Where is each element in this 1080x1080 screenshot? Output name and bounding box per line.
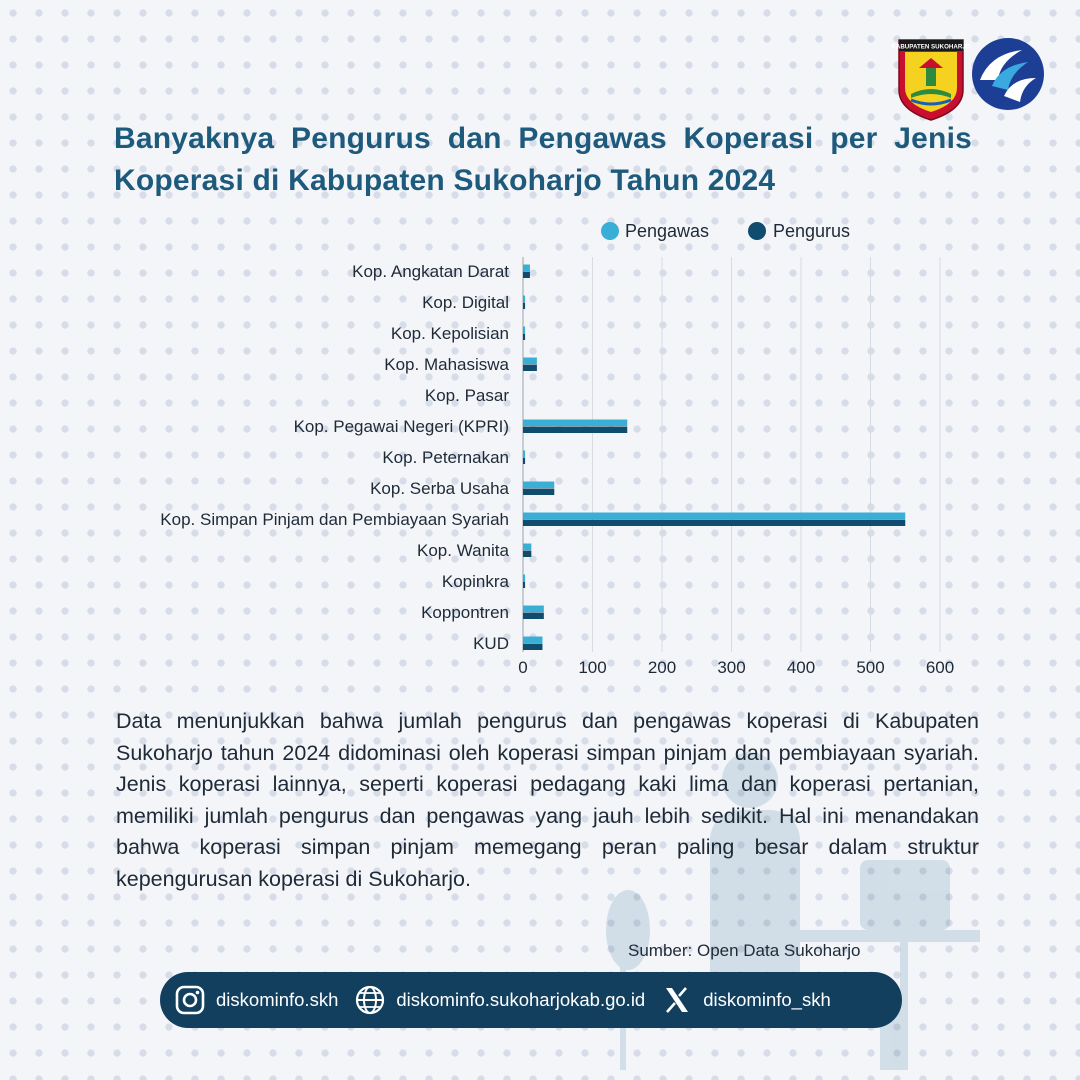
chart-legend bbox=[601, 221, 850, 241]
legend-label-pengurus: Pengurus bbox=[773, 221, 851, 241]
bar-pengurus bbox=[523, 613, 544, 620]
chart-category-labels bbox=[160, 262, 509, 653]
instagram-icon bbox=[174, 984, 206, 1016]
logo-label: KABUPATEN SUKOHARJO bbox=[891, 43, 971, 51]
legend-label-pengawas: Pengawas bbox=[625, 221, 710, 241]
x-tick-label: 0 bbox=[518, 658, 528, 677]
instagram-link[interactable] bbox=[174, 984, 338, 1016]
bar-pengawas bbox=[523, 358, 537, 365]
x-tick-label: 100 bbox=[578, 658, 607, 677]
category-label: Kop. Pasar bbox=[424, 386, 509, 405]
bar-pengawas bbox=[523, 482, 554, 489]
x-tick-label: 200 bbox=[647, 658, 677, 677]
legend-marker-pengawas bbox=[601, 222, 619, 240]
instagram-handle: diskominfo.skh bbox=[216, 989, 339, 1010]
bar-pengurus bbox=[523, 272, 530, 279]
bar-pengurus bbox=[523, 334, 525, 341]
social-media-bar bbox=[160, 972, 902, 1028]
bar-pengawas bbox=[523, 606, 544, 613]
bar-pengurus bbox=[523, 520, 905, 527]
bar-pengurus bbox=[523, 427, 627, 434]
website-url: diskominfo.sukoharjokab.go.id bbox=[396, 989, 646, 1010]
category-label: Kopinkra bbox=[441, 572, 509, 591]
globe-icon bbox=[354, 984, 386, 1016]
x-tick-label: 500 bbox=[856, 658, 885, 677]
x-link[interactable] bbox=[661, 984, 831, 1016]
category-label: Kop. Peternakan bbox=[382, 448, 509, 467]
website-link[interactable] bbox=[354, 984, 645, 1016]
bar-pengawas bbox=[523, 265, 530, 272]
chart-gridlines bbox=[523, 257, 940, 652]
category-label: Kop. Simpan Pinjam dan Pembiayaan Syariah bbox=[160, 510, 509, 529]
bar-pengawas bbox=[523, 575, 525, 582]
x-handle: diskominfo_skh bbox=[703, 989, 831, 1010]
page-title: Banyaknya Pengurus dan Pengawas Koperasi per Jenis Koperasi di Kabupaten Sukoharjo Tahun 2024 bbox=[114, 122, 972, 197]
source-note: Sumber: Open Data Sukoharjo bbox=[628, 941, 861, 960]
bar-pengawas bbox=[523, 420, 627, 427]
category-label: Kop. Serba Usaha bbox=[370, 479, 509, 498]
category-label: Kop. Angkatan Darat bbox=[352, 262, 509, 281]
description-paragraph: Data menunjukkan bahwa jumlah pengurus dan pengawas koperasi di Kabupaten Sukoharjo tahun 2024 didominasi oleh koperasi simpan pinjam dan pembiayaan syariah. Jenis koperasi lainnya, seperti koperasi pedagang kaki lima dan koperasi pertanian, memiliki jumlah pengurus dan pengawas yang jauh lebih sedikit. Hal ini menandakan bahwa koperasi simpan pinjam memegang peran paling besar dalam struktur kepengurusan koperasi di Sukoharjo. bbox=[116, 709, 979, 891]
x-icon bbox=[661, 984, 693, 1016]
bar-pengawas bbox=[523, 451, 525, 458]
bar-pengurus bbox=[523, 582, 525, 589]
bar-pengawas bbox=[523, 327, 525, 334]
bar-pengurus bbox=[523, 644, 542, 651]
bar-pengurus bbox=[523, 551, 531, 558]
bar-pengurus bbox=[523, 489, 554, 496]
category-label: Kop. Kepolisian bbox=[390, 324, 509, 343]
category-label: Kop. Wanita bbox=[417, 541, 509, 560]
bar-pengawas bbox=[523, 296, 525, 303]
category-label: Koppontren bbox=[421, 603, 509, 622]
bar-pengurus bbox=[523, 365, 537, 372]
chart-x-tick-labels bbox=[518, 658, 954, 677]
x-tick-label: 300 bbox=[717, 658, 746, 677]
bar-pengawas bbox=[523, 544, 531, 551]
bar-pengurus bbox=[523, 303, 525, 310]
category-label: Kop. Mahasiswa bbox=[384, 355, 509, 374]
chart-bars bbox=[523, 265, 905, 651]
x-tick-label: 400 bbox=[786, 658, 816, 677]
legend-marker-pengurus bbox=[748, 222, 766, 240]
category-label: Kop. Digital bbox=[422, 293, 509, 312]
category-label: KUD bbox=[473, 634, 509, 653]
bar-pengurus bbox=[523, 458, 525, 465]
bar-pengawas bbox=[523, 513, 905, 520]
x-tick-label: 600 bbox=[925, 658, 955, 677]
category-label: Kop. Pegawai Negeri (KPRI) bbox=[293, 417, 509, 436]
bar-pengawas bbox=[523, 637, 542, 644]
